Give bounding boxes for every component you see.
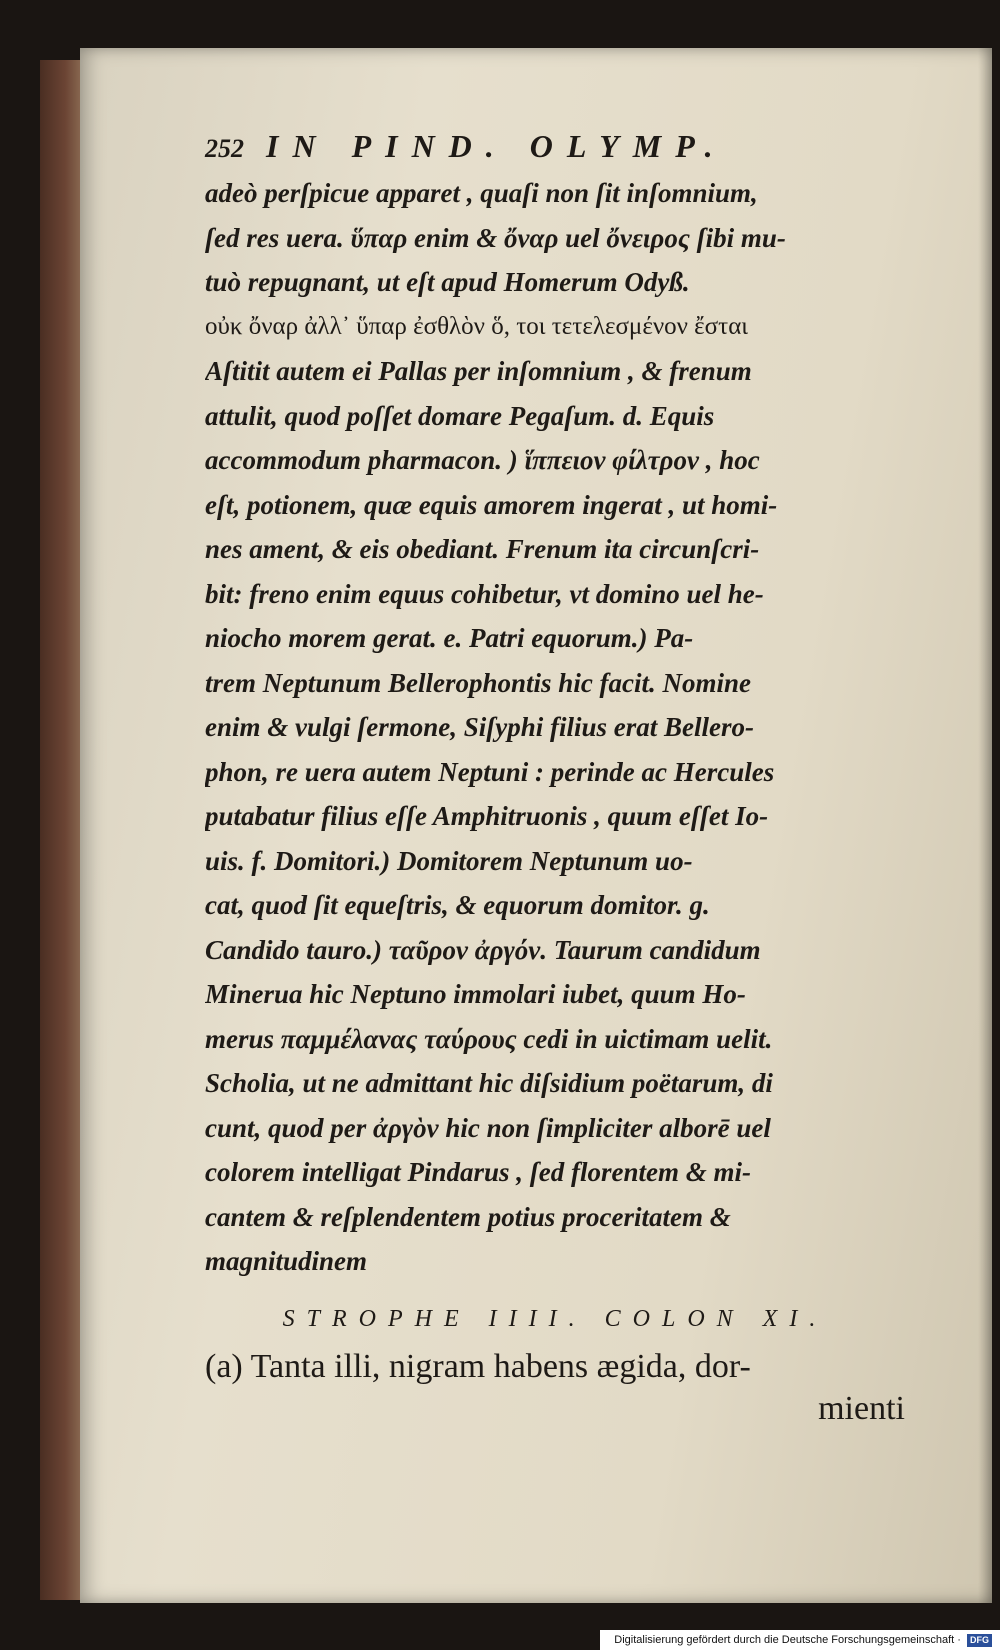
- verse-continuation: mienti: [818, 1389, 905, 1427]
- text-block: [205, 128, 905, 1429]
- text-line: attulit, quod poſſet domare Pegaſum. d. Equis: [205, 400, 715, 431]
- digitization-footer: [600, 1630, 1000, 1650]
- text-line: cantem & reſplendentem potius proceritatem &: [205, 1201, 731, 1232]
- text-line: magnitudinem: [205, 1246, 368, 1276]
- text-line: Candido tauro.) ταῦρον ἀργόν. Taurum candidum: [205, 934, 761, 965]
- text-line: colorem intelligat Pindarus , ſed florentem & mi-: [205, 1157, 751, 1187]
- text-line: ſed res uera. ὕπαρ enim & ὄναρ uel ὄνειρος ſibi mu-: [205, 222, 786, 253]
- verse-line: (a) Tanta illi, nigram habens ægida, dor-: [205, 1347, 751, 1385]
- text-line: adeò perſpicue apparet , quaſi non ſit inſomnium,: [205, 178, 758, 208]
- text-line: trem Neptunum Bellerophontis hic facit. Nomine: [205, 667, 752, 698]
- section-title: STROPHE IIII. COLON XI.: [282, 1305, 828, 1332]
- text-line: cat, quod ſit equeſtris, & equorum domitor. g.: [205, 890, 710, 920]
- dfg-logo-icon: DFG: [967, 1634, 992, 1647]
- text-line: Scholia, ut ne admittant hic diſsidium poëtarum, di: [205, 1068, 773, 1098]
- page-edge-shadow: [978, 48, 992, 1603]
- text-line: cunt, quod per ἀργὸν hic non ſimpliciter alborē uel: [205, 1112, 771, 1143]
- running-head: IN PIND. OLYMP.: [266, 128, 727, 164]
- text-line: nes ament, & eis obediant. Frenum ita circunſcri-: [205, 534, 760, 564]
- text-line: bit: freno enim equus cohibetur, vt domino uel he-: [205, 578, 764, 609]
- text-line: uis. f. Domitori.) Domitorem Neptunum uo-: [205, 845, 693, 876]
- text-line: accommodum pharmacon. ) ἵππειον φίλτρον , hoc: [205, 445, 760, 475]
- page-number: 252: [205, 134, 244, 163]
- text-line: eſt, potionem, quæ equis amorem ingerat , ut homi-: [205, 489, 778, 520]
- text-line: enim & vulgi ſermone, Siſyphi filius erat Bellero-: [205, 712, 754, 742]
- greek-quotation: οὐκ ὄναρ ἀλλ᾽ ὕπαρ ἐσθλὸν ὅ, τοι τετελεσμένον ἔσται: [205, 312, 749, 340]
- text-line: phon, re uera autem Neptuni : perinde ac Hercules: [205, 756, 775, 787]
- text-line: merus παμμέλανας ταύρους cedi in uictimam uelit.: [205, 1023, 773, 1054]
- book-spine: [40, 60, 82, 1600]
- text-line: Minerua hic Neptuno immolari iubet, quum Ho-: [205, 979, 746, 1009]
- footer-text: Digitalisierung gefördert durch die Deutsche Forschungsgemeinschaft ·: [614, 1634, 961, 1646]
- page-header: [205, 128, 905, 165]
- text-line: tuò repugnant, ut eſt apud Homerum Odyß.: [205, 267, 690, 297]
- text-line: putabatur filius eſſe Amphitruonis , quum eſſet Io-: [205, 801, 769, 831]
- text-line: Aſtitit autem ei Pallas per inſomnium , & frenum: [205, 356, 752, 386]
- text-line: niocho morem gerat. e. Patri equorum.) Pa-: [205, 623, 694, 653]
